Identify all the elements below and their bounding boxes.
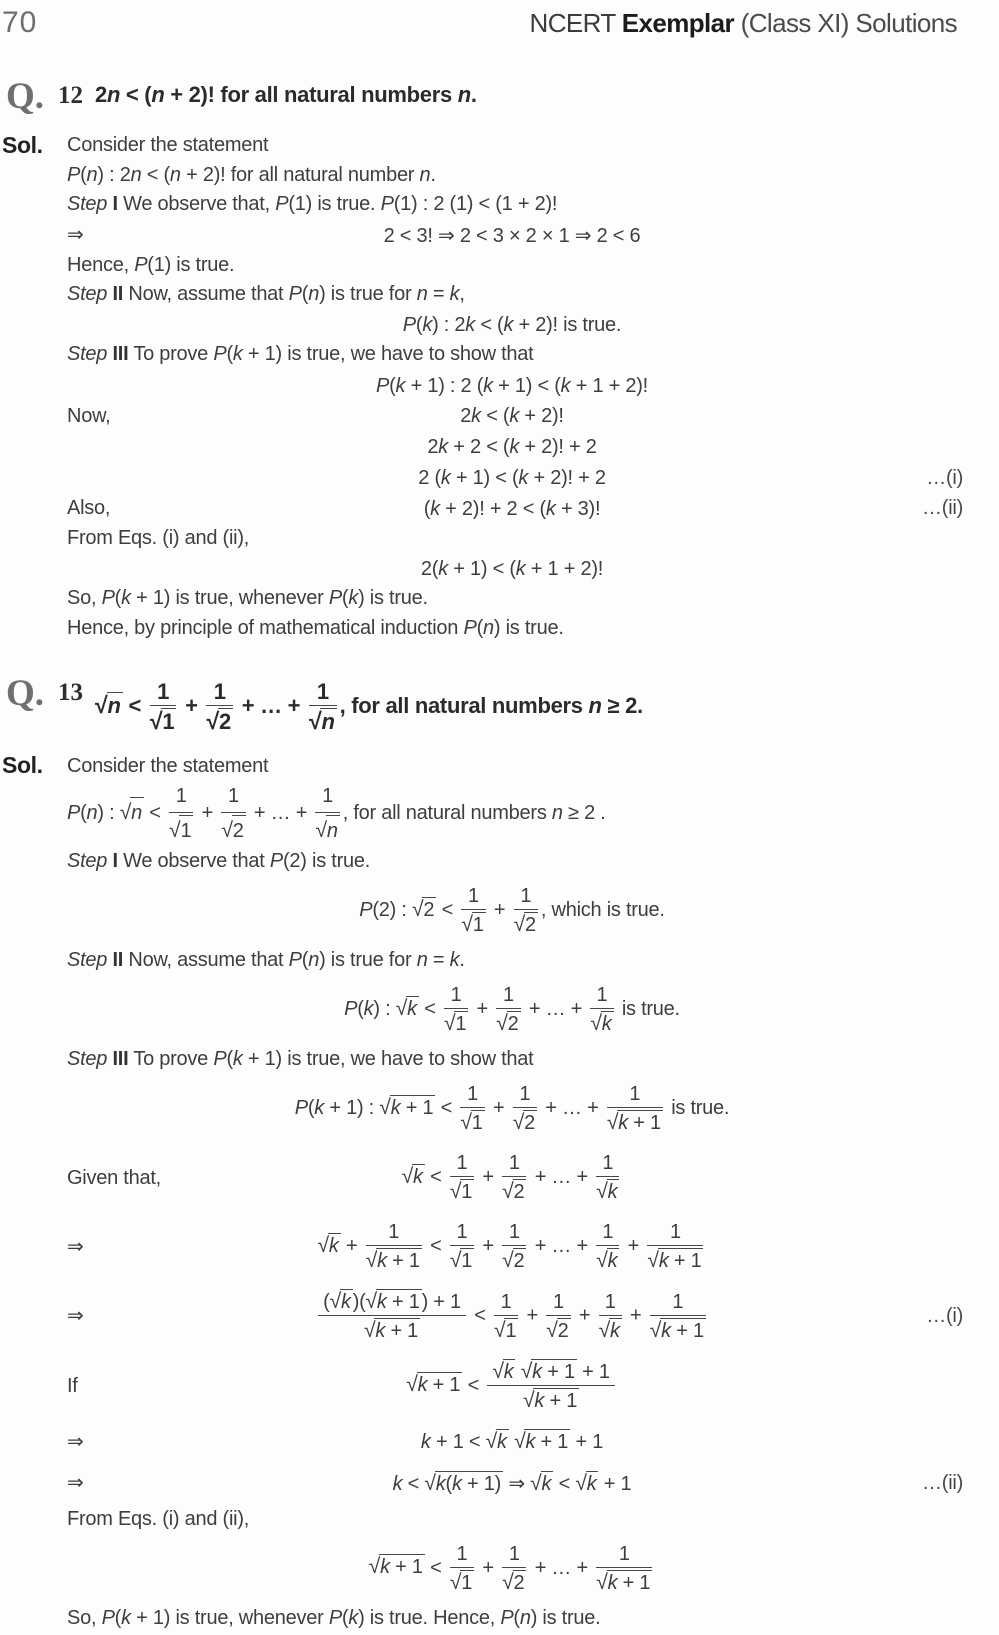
equation: P(2) : √2 < $\frac{1}{√1}$ + $\frac{1}{√2}$ , which is true. bbox=[359, 885, 665, 937]
fraction: $\frac{1}{√k}$ bbox=[596, 1152, 618, 1204]
sqrt-radical: √n bbox=[308, 708, 335, 735]
fraction: $\frac{1}{√2}$ bbox=[546, 1290, 569, 1342]
solution-line: Step II Now, assume that P(n) is true for n = k, bbox=[67, 283, 465, 306]
solution-block bbox=[2, 751, 963, 1632]
equation-line bbox=[67, 1281, 963, 1351]
sqrt-radical: √k + 1 bbox=[368, 1555, 423, 1579]
equation: k + 1 < √k √k + 1 + 1 bbox=[420, 1430, 604, 1454]
sqrt-radical: √k(k + 1) bbox=[424, 1471, 502, 1495]
fraction: $\frac{1}{√1}$ bbox=[149, 679, 175, 735]
sqrt-radical: √n bbox=[120, 797, 144, 828]
equation-line bbox=[67, 431, 957, 462]
sqrt-radical: √2 bbox=[496, 1012, 519, 1036]
sqrt-radical: √1 bbox=[449, 1180, 473, 1204]
sqrt-radical: √2 bbox=[221, 815, 245, 846]
sqrt-radical: √k + 1 bbox=[406, 1373, 461, 1397]
equation-line bbox=[67, 1351, 957, 1421]
fraction: $\frac{1}{√2}$ bbox=[502, 1152, 525, 1204]
fraction: $\frac{1}{√2}$ bbox=[496, 984, 519, 1036]
sqrt-radical: √2 bbox=[412, 897, 435, 921]
equation-line bbox=[67, 876, 957, 945]
equation: √k < $\frac{1}{√1}$ + $\frac{1}{√2}$ + … + $\frac{1}{√k}$ bbox=[401, 1152, 618, 1204]
solution-line: Step I We observe that P(2) is true. bbox=[67, 850, 371, 873]
sqrt-radical: √2 bbox=[206, 708, 231, 735]
equation: (k + 2)! + 2 < (k + 3)! bbox=[423, 497, 601, 520]
equation-line bbox=[67, 310, 957, 341]
sqrt-radical: √k + 1 bbox=[379, 1095, 434, 1119]
fraction: $\frac{1}{√k + 1}$ bbox=[647, 1221, 702, 1273]
sqrt-radical: √k + 1 bbox=[365, 1249, 420, 1273]
solution-line: Hence, P(1) is true. bbox=[67, 253, 235, 276]
equation-line bbox=[67, 1212, 957, 1281]
book-title-exemplar: Exemplar bbox=[621, 8, 735, 38]
solution-label: Sol. bbox=[2, 132, 43, 158]
implies-arrow: ⇒ bbox=[67, 1430, 84, 1453]
equation: 2 < 3! ⇒ 2 < 3 × 2 × 1 ⇒ 2 < 6 bbox=[383, 224, 641, 247]
solution-block bbox=[2, 131, 963, 643]
sqrt-radical: √k bbox=[485, 1430, 507, 1454]
solution-line: Step II Now, assume that P(n) is true for n = k. bbox=[67, 949, 465, 972]
sqrt-radical: √k bbox=[492, 1360, 514, 1384]
equation: 2k + 2 < (k + 2)! + 2 bbox=[427, 436, 597, 459]
equation: P(k) : 2k < (k + 2)! is true. bbox=[402, 314, 622, 337]
fraction: $\frac{1}{√1}$ bbox=[493, 1290, 517, 1342]
equation-number: …(ii) bbox=[922, 497, 963, 520]
equation: √k + 1 < $\frac{√k √k + 1 + 1}{√k + 1}$ bbox=[406, 1359, 618, 1413]
fraction: $\frac{1}{√k + 1}$ bbox=[365, 1221, 420, 1273]
equation-number: …(i) bbox=[926, 1305, 963, 1328]
sqrt-radical: √2 bbox=[513, 913, 536, 937]
page-number: 70 bbox=[2, 6, 38, 39]
sqrt-radical: √k bbox=[596, 1249, 618, 1273]
fraction: $\frac{1}{√1}$ bbox=[460, 1083, 483, 1135]
sqrt-radical: √2 bbox=[512, 1111, 535, 1135]
book-title bbox=[530, 8, 957, 39]
equation-side-label: Given that, bbox=[67, 1166, 161, 1189]
book-title-ncert: NCERT bbox=[529, 8, 622, 38]
sqrt-radical: √n bbox=[315, 815, 339, 846]
sqrt-radical: √1 bbox=[443, 1012, 467, 1036]
solution-body bbox=[67, 751, 963, 1632]
equation-number: …(ii) bbox=[922, 1472, 963, 1495]
implies-arrow: ⇒ bbox=[67, 1472, 84, 1495]
sqrt-radical: √k bbox=[596, 1180, 618, 1204]
sqrt-radical: √1 bbox=[169, 815, 193, 846]
solution-label: Sol. bbox=[2, 752, 43, 779]
fraction: $\frac{1}{√k}$ bbox=[590, 984, 612, 1036]
question-number: 12 bbox=[58, 82, 84, 109]
sqrt-radical: √1 bbox=[149, 708, 175, 735]
equation-line bbox=[67, 975, 957, 1044]
sqrt-radical: √2 bbox=[502, 1180, 525, 1204]
implies-arrow: ⇒ bbox=[67, 1305, 84, 1328]
solutions-content bbox=[2, 76, 963, 1633]
fraction: $\frac{1}{√2}$ bbox=[502, 1542, 525, 1594]
fraction: $\frac{1}{√1}$ bbox=[461, 885, 484, 937]
sqrt-radical: √n bbox=[95, 691, 121, 718]
sqrt-radical: √1 bbox=[461, 913, 484, 937]
equation-line bbox=[67, 1462, 963, 1503]
equation: √k + 1 < $\frac{1}{√1}$ + $\frac{1}{√2}$ + … + $\frac{1}{√k + 1}$ bbox=[368, 1542, 651, 1594]
sqrt-radical: √1 bbox=[460, 1111, 483, 1135]
equation: k < √k(k + 1) ⇒ √k < √k + 1 bbox=[392, 1471, 632, 1495]
fraction: $\frac{1}{√2}$ bbox=[512, 1083, 535, 1135]
equation-line bbox=[67, 1074, 957, 1143]
question-mark-label: Q. bbox=[6, 673, 45, 715]
equation-line bbox=[67, 401, 957, 432]
sqrt-radical: √k + 1 bbox=[596, 1570, 651, 1594]
sqrt-radical: √2 bbox=[502, 1570, 525, 1594]
fraction: $\frac{1}{√2}$ bbox=[221, 781, 245, 846]
page-header bbox=[2, 6, 957, 46]
fraction: $\frac{1}{√2}$ bbox=[502, 1221, 525, 1273]
sqrt-radical: √k + 1 bbox=[365, 1290, 420, 1314]
sqrt-radical: √k bbox=[598, 1318, 620, 1342]
equation: P(k + 1) : √k + 1 < $\frac{1}{√1}$ + $\frac{1}{√2}$ + … + $\frac{1}{√k + 1}$ is true. bbox=[294, 1083, 730, 1135]
solution-line: Hence, by principle of mathematical induction P(n) is true. bbox=[67, 616, 564, 639]
fraction: $\frac{1}{√n}$ bbox=[308, 679, 335, 735]
sqrt-radical: √1 bbox=[449, 1570, 473, 1594]
equation-line bbox=[67, 1421, 957, 1462]
equation: 2 (k + 1) < (k + 2)! + 2 bbox=[418, 466, 606, 489]
solution-line: Consider the statement bbox=[67, 134, 269, 156]
question-mark-label: Q. bbox=[6, 76, 45, 117]
equation-line bbox=[67, 493, 963, 524]
equation: 2(k + 1) < (k + 1 + 2)! bbox=[420, 557, 604, 580]
sqrt-radical: √k bbox=[329, 1290, 351, 1314]
sqrt-radical: √k + 1 bbox=[606, 1111, 661, 1135]
sqrt-radical: √k bbox=[575, 1471, 597, 1495]
solution-line: Step I We observe that, P(1) is true. P(1) : 2 (1) < (1 + 2)! bbox=[67, 193, 558, 216]
sqrt-radical: √k bbox=[317, 1233, 339, 1257]
equation: √k + $\frac{1}{√k + 1}$ < $\frac{1}{√1}$ + $\frac{1}{√2}$ + … + $\frac{1}{√k}$ + $\frac{1}{√k + 1}$ bbox=[317, 1221, 702, 1273]
fraction: $\frac{1}{√2}$ bbox=[513, 885, 536, 937]
fraction: $\frac{1}{√1}$ bbox=[449, 1221, 473, 1273]
question-header bbox=[6, 673, 957, 735]
fraction: $\frac{1}{√k + 1}$ bbox=[649, 1290, 704, 1342]
solution-line: So, P(k + 1) is true, whenever P(k) is true. bbox=[67, 586, 428, 609]
equation-side-label: Now, bbox=[67, 405, 111, 428]
solution-line: So, P(k + 1) is true, whenever P(k) is true. Hence, P(n) is true. bbox=[67, 1606, 601, 1629]
fraction: $\frac{1}{√n}$ bbox=[315, 781, 339, 846]
equation-line bbox=[67, 220, 957, 251]
solution-line: P(n) : 2n < (n + 2)! for all natural number n. bbox=[67, 163, 436, 186]
equation: P(k) : √k < $\frac{1}{√1}$ + $\frac{1}{√2}$ + … + $\frac{1}{√k}$ is true. bbox=[344, 984, 680, 1036]
fraction: $\frac{1}{√k + 1}$ bbox=[596, 1542, 651, 1594]
equation-line bbox=[67, 462, 963, 493]
equation: 2k < (k + 2)! bbox=[460, 405, 564, 428]
solution-line: Step III To prove P(k + 1) is true, we have to show that bbox=[67, 343, 534, 366]
equation-side-label: If bbox=[67, 1375, 78, 1398]
solution-line: From Eqs. (i) and (ii), bbox=[67, 526, 250, 549]
sqrt-radical: √k + 1 bbox=[523, 1389, 578, 1413]
implies-arrow: ⇒ bbox=[67, 1235, 84, 1258]
sqrt-radical: √1 bbox=[449, 1249, 473, 1273]
fraction: $\frac{1}{√1}$ bbox=[449, 1152, 473, 1204]
solution-line: P(n) : √n < $\frac{1}{√1}$ + $\frac{1}{√2}$ + … + $\frac{1}{√n}$ , for all natural numbers n ≥ 2 . bbox=[67, 781, 957, 846]
question-number: 13 bbox=[58, 679, 84, 707]
fraction: $\frac{(√k )(√k + 1 ) + 1}{√k + 1}$ bbox=[318, 1289, 466, 1343]
equation-line bbox=[67, 1534, 957, 1603]
book-title-suffix: (Class XI) Solutions bbox=[734, 8, 957, 38]
fraction: $\frac{1}{√2}$ bbox=[206, 679, 231, 735]
question-text: √n < $\frac{1}{√1}$ + $\frac{1}{√2}$ + … + $\frac{1}{√n}$ , for all natural numbers n ≥ 2. bbox=[95, 679, 643, 735]
fraction: $\frac{1}{√1}$ bbox=[449, 1542, 473, 1594]
fraction: $\frac{1}{√k}$ bbox=[596, 1221, 618, 1273]
equation: $\frac{(√k )(√k + 1 ) + 1}{√k + 1}$ < $\frac{1}{√1}$ + $\frac{1}{√2}$ + $\frac{1}{√k}$ + $\frac{1}{√k + 1}$ bbox=[315, 1289, 709, 1343]
solution-body bbox=[67, 131, 963, 643]
question-text: 2n < (n + 2)! for all natural numbers n. bbox=[95, 82, 477, 107]
sqrt-radical: √k bbox=[590, 1012, 612, 1036]
equation-line bbox=[67, 1143, 957, 1212]
solution-line: Step III To prove P(k + 1) is true, we have to show that bbox=[67, 1048, 534, 1071]
fraction: $\frac{√k √k + 1 + 1}{√k + 1}$ bbox=[487, 1359, 614, 1413]
fraction: $\frac{1}{√k + 1}$ bbox=[606, 1083, 661, 1135]
equation: P(k + 1) : 2 (k + 1) < (k + 1 + 2)! bbox=[376, 374, 648, 397]
sqrt-radical: √k bbox=[530, 1471, 552, 1495]
equation-number: …(i) bbox=[926, 466, 963, 489]
implies-arrow: ⇒ bbox=[67, 224, 84, 247]
sqrt-radical: √k + 1 bbox=[649, 1318, 704, 1342]
fraction: $\frac{1}{√1}$ bbox=[169, 781, 193, 846]
fraction: $\frac{1}{√k}$ bbox=[598, 1290, 620, 1342]
equation-line bbox=[67, 553, 957, 584]
question-header bbox=[6, 76, 957, 117]
sqrt-radical: √k bbox=[401, 1164, 423, 1188]
equation-side-label: Also, bbox=[67, 497, 111, 520]
sqrt-radical: √2 bbox=[546, 1318, 569, 1342]
sqrt-radical: √k bbox=[395, 996, 417, 1020]
solution-line: From Eqs. (i) and (ii), bbox=[67, 1507, 250, 1530]
sqrt-radical: √k + 1 bbox=[647, 1249, 702, 1273]
sqrt-radical: √k + 1 bbox=[514, 1430, 569, 1454]
sqrt-radical: √k + 1 bbox=[364, 1319, 419, 1343]
equation-line bbox=[67, 370, 957, 401]
sqrt-radical: √1 bbox=[493, 1318, 517, 1342]
fraction: $\frac{1}{√1}$ bbox=[443, 984, 467, 1036]
solution-line: Consider the statement bbox=[67, 755, 269, 778]
sqrt-radical: √2 bbox=[502, 1249, 525, 1273]
sqrt-radical: √k + 1 bbox=[520, 1360, 575, 1384]
